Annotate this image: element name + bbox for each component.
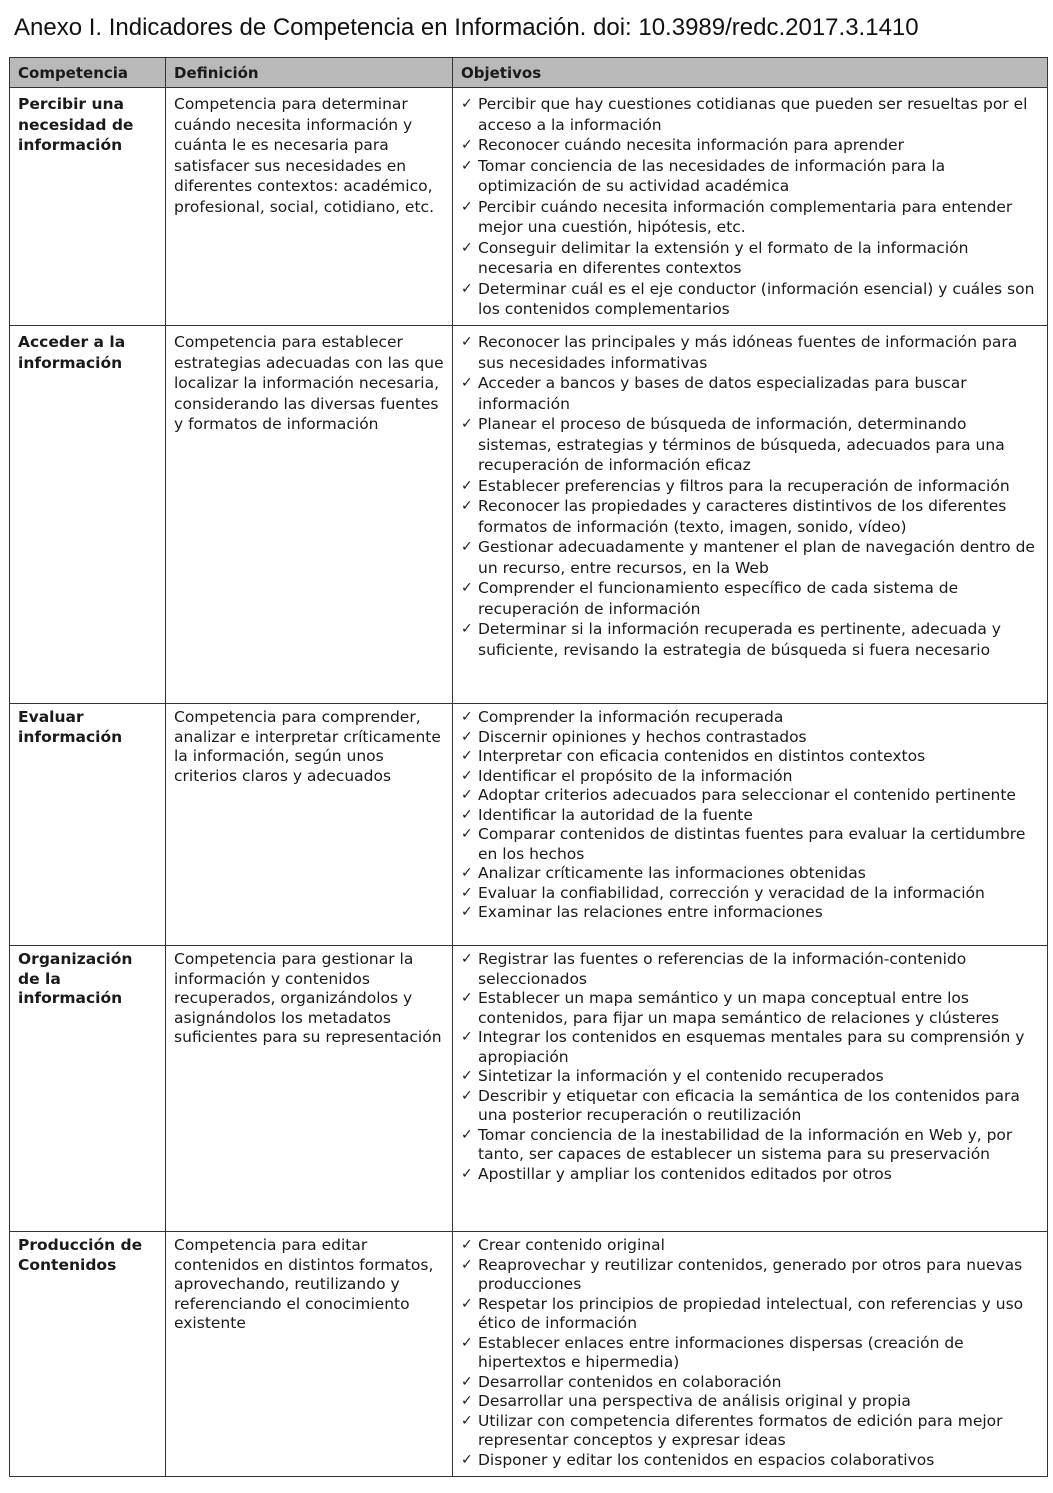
objective-text: Adoptar criterios adecuados para seleccionar el contenido pertinente — [478, 786, 1016, 804]
objective-text: Reaprovechar y reutilizar contenidos, generado por otros para nuevas producciones — [478, 1255, 1023, 1293]
checkmark-icon: ✓ — [461, 1334, 473, 1351]
objective-text: Registrar las fuentes o referencias de la información-contenido seleccionados — [478, 950, 967, 988]
objective-text: Establecer preferencias y filtros para la recuperación de información — [478, 476, 1010, 495]
table-row — [10, 704, 1048, 946]
checkmark-icon: ✓ — [461, 884, 473, 901]
competency-objectives — [453, 88, 1048, 326]
table-body — [10, 88, 1048, 1477]
objective-text: Tomar conciencia de las necesidades de información para la optimización de su actividad académica — [478, 156, 946, 195]
checkmark-icon: ✓ — [461, 1087, 473, 1104]
checkmark-icon: ✓ — [461, 1373, 473, 1390]
checkmark-icon: ✓ — [461, 539, 473, 555]
objective-item — [461, 619, 1039, 660]
checkmark-icon: ✓ — [461, 728, 473, 745]
objective-item — [461, 989, 1039, 1028]
checkmark-icon: ✓ — [461, 767, 473, 784]
objective-text: Reconocer las principales y más idóneas fuentes de información para sus necesidades informativas — [478, 333, 1018, 372]
competency-name: Producción de Contenidos — [10, 1232, 166, 1477]
checkmark-icon: ✓ — [461, 951, 473, 967]
objective-text: Utilizar con competencia diferentes formatos de edición para mejor representar conceptos y expresar ideas — [478, 1411, 1003, 1449]
objective-text: Establecer un mapa semántico y un mapa conceptual entre los contenidos, para fijar un mapa semántico de relaciones y clústeres — [478, 989, 1000, 1027]
objective-item — [461, 786, 1039, 806]
checkmark-icon: ✓ — [461, 498, 473, 514]
competency-table — [9, 57, 1048, 1477]
checkmark-icon: ✓ — [461, 137, 473, 153]
checkmark-icon: ✓ — [461, 239, 473, 256]
objective-item — [461, 94, 1039, 135]
checkmark-icon: ✓ — [461, 1237, 473, 1253]
objective-item — [461, 825, 1039, 864]
objective-item — [461, 578, 1039, 619]
competency-objectives — [453, 326, 1048, 704]
table-row — [10, 88, 1048, 326]
objective-item — [461, 156, 1039, 197]
objective-text: Gestionar adecuadamente y mantener el plan de navegación dentro de un recurso, entre recursos, en la Web — [478, 538, 1035, 577]
objective-item — [461, 708, 1039, 728]
competency-objectives — [453, 1232, 1048, 1477]
objective-text: Desarrollar una perspectiva de análisis original y propia — [478, 1392, 911, 1410]
checkmark-icon: ✓ — [461, 1256, 473, 1273]
objective-text: Comprender la información recuperada — [478, 708, 784, 726]
checkmark-icon: ✓ — [461, 806, 473, 823]
objective-item — [461, 864, 1039, 884]
checkmark-icon: ✓ — [461, 375, 473, 391]
objective-item — [461, 279, 1039, 320]
objective-item — [461, 747, 1039, 767]
checkmark-icon: ✓ — [461, 334, 473, 350]
checkmark-icon: ✓ — [461, 477, 473, 494]
page-title: Anexo I. Indicadores de Competencia en Información. doi: 10.3989/redc.2017.3.1410 — [14, 14, 919, 41]
objective-text: Determinar si la información recuperada es pertinente, adecuada y suficiente, revisando la estrategia de búsqueda si fuera necesario — [478, 620, 1001, 659]
objective-item — [461, 1392, 1039, 1412]
checkmark-icon: ✓ — [461, 748, 473, 764]
objective-item — [461, 728, 1039, 748]
objective-text: Determinar cuál es el eje conductor (información esencial) y cuáles son los contenidos complementarios — [478, 279, 1035, 318]
checkmark-icon: ✓ — [461, 280, 473, 297]
objective-item — [461, 1373, 1039, 1393]
competency-definition: Competencia para editar contenidos en distintos formatos, aprovechando, reutilizando y referenciando el conocimiento existente — [166, 1232, 453, 1477]
objective-text: Integrar los contenidos en esquemas mentales para su comprensión y apropiación — [478, 1028, 1025, 1066]
table-row — [10, 326, 1048, 704]
objective-text: Disponer y editar los contenidos en espacios colaborativos — [478, 1450, 935, 1469]
competency-definition: Competencia para comprender, analizar e interpretar críticamente la información, según unos criterios claros y adecuados — [166, 704, 453, 946]
objective-item — [461, 1256, 1039, 1295]
objective-text: Discernir opiniones y hechos contrastados — [478, 727, 807, 746]
objective-item — [461, 135, 1039, 156]
checkmark-icon: ✓ — [461, 990, 473, 1006]
table-row — [10, 1232, 1048, 1477]
competency-name: Organización de la información — [10, 946, 166, 1232]
checkmark-icon: ✓ — [461, 198, 473, 215]
objective-text: Percibir cuándo necesita información complementaria para entender mejor una cuestión, hipótesis, etc. — [478, 197, 1013, 236]
checkmark-icon: ✓ — [461, 709, 473, 725]
objective-text: Interpretar con eficacia contenidos en distintos contextos — [478, 747, 926, 765]
objective-item — [461, 496, 1039, 537]
competency-definition: Competencia para gestionar la información y contenidos recuperados, organizándolos y asignándolos los metadatos suficientes para su representación — [166, 946, 453, 1232]
objective-text: Describir y etiquetar con eficacia la semántica de los contenidos para una posterior recuperación o reutilización — [478, 1086, 1020, 1124]
objective-text: Comprender el funcionamiento específico de cada sistema de recuperación de información — [478, 579, 959, 618]
objective-item — [461, 1165, 1039, 1185]
objective-item — [461, 1295, 1039, 1334]
objective-item — [461, 373, 1039, 414]
objective-text: Identificar la autoridad de la fuente — [478, 805, 753, 824]
header-definicion: Definición — [166, 58, 453, 88]
checkmark-icon: ✓ — [461, 1029, 473, 1045]
objective-item — [461, 1334, 1039, 1373]
checkmark-icon: ✓ — [461, 621, 473, 637]
checkmark-icon: ✓ — [461, 1068, 473, 1084]
objective-item — [461, 1412, 1039, 1451]
objective-item — [461, 903, 1039, 923]
objective-item — [461, 806, 1039, 826]
objective-text: Reconocer cuándo necesita información para aprender — [478, 136, 904, 154]
objective-item — [461, 1087, 1039, 1126]
checkmark-icon: ✓ — [461, 787, 473, 803]
objective-text: Apostillar y ampliar los contenidos editados por otros — [478, 1164, 892, 1183]
objective-text: Crear contenido original — [478, 1236, 665, 1254]
objective-item — [461, 1126, 1039, 1165]
checkmark-icon: ✓ — [461, 1393, 473, 1409]
objective-item — [461, 1236, 1039, 1256]
checkmark-icon: ✓ — [461, 865, 473, 881]
table-header-row — [10, 58, 1048, 88]
objective-item — [461, 767, 1039, 787]
checkmark-icon: ✓ — [461, 904, 473, 920]
objective-text: Planear el proceso de búsqueda de información, determinando sistemas, estrategias y términos de búsqueda, adecuados para una recuperación de información eficaz — [478, 415, 1005, 474]
objective-item — [461, 238, 1039, 279]
objective-text: Sintetizar la información y el contenido recuperados — [478, 1067, 884, 1085]
competency-objectives — [453, 946, 1048, 1232]
objective-item — [461, 197, 1039, 238]
header-objetivos: Objetivos — [453, 58, 1048, 88]
competency-definition: Competencia para establecer estrategias adecuadas con las que localizar la información necesaria, considerando las diversas fuentes y formatos de información — [166, 326, 453, 704]
objective-text: Establecer enlaces entre informaciones dispersas (creación de hipertextos e hipermedia) — [478, 1333, 964, 1371]
objective-text: Acceder a bancos y bases de datos especializadas para buscar información — [478, 374, 967, 413]
competency-name: Acceder a la información — [10, 326, 166, 704]
competency-name: Percibir una necesidad de información — [10, 88, 166, 326]
checkmark-icon: ✓ — [461, 1451, 473, 1468]
checkmark-icon: ✓ — [461, 1295, 473, 1312]
objective-text: Evaluar la confiabilidad, corrección y veracidad de la información — [478, 883, 985, 902]
checkmark-icon: ✓ — [461, 1412, 473, 1429]
checkmark-icon: ✓ — [461, 1165, 473, 1182]
competency-name: Evaluar información — [10, 704, 166, 946]
checkmark-icon: ✓ — [461, 826, 473, 842]
competency-objectives — [453, 704, 1048, 946]
objective-text: Comparar contenidos de distintas fuentes para evaluar la certidumbre en los hechos — [478, 825, 1026, 863]
checkmark-icon: ✓ — [461, 416, 473, 432]
competency-definition: Competencia para determinar cuándo necesita información y cuánta le es necesaria para satisfacer sus necesidades en diferentes contextos: académico, profesional, social, cotidiano, etc. — [166, 88, 453, 326]
objective-text: Examinar las relaciones entre informaciones — [478, 903, 823, 921]
objective-text: Identificar el propósito de la información — [478, 766, 793, 785]
objective-text: Conseguir delimitar la extensión y el formato de la información necesaria en diferentes contextos — [478, 238, 969, 277]
objective-item — [461, 476, 1039, 497]
objective-item — [461, 1028, 1039, 1067]
objective-item — [461, 1067, 1039, 1087]
checkmark-icon: ✓ — [461, 1126, 473, 1143]
objective-text: Tomar conciencia de la inestabilidad de la información en Web y, por tanto, ser capaces de establecer un sistema para su preservación — [478, 1125, 1013, 1163]
objective-item — [461, 950, 1039, 989]
checkmark-icon: ✓ — [461, 157, 473, 174]
objective-item — [461, 537, 1039, 578]
checkmark-icon: ✓ — [461, 96, 473, 112]
objective-item — [461, 414, 1039, 476]
objective-item — [461, 332, 1039, 373]
checkmark-icon: ✓ — [461, 580, 473, 596]
objective-text: Percibir que hay cuestiones cotidianas que pueden ser resueltas por el acceso a la información — [478, 95, 1028, 134]
objective-text: Respetar los principios de propiedad intelectual, con referencias y uso ético de información — [478, 1294, 1024, 1332]
header-competencia: Competencia — [10, 58, 166, 88]
table-row — [10, 946, 1048, 1232]
objective-text: Desarrollar contenidos en colaboración — [478, 1372, 782, 1391]
objective-item — [461, 884, 1039, 904]
objective-text: Analizar críticamente las informaciones obtenidas — [478, 864, 866, 882]
objective-item — [461, 1451, 1039, 1471]
objective-text: Reconocer las propiedades y caracteres distintivos de los diferentes formatos de información (texto, imagen, sonido, vídeo) — [478, 497, 1007, 536]
